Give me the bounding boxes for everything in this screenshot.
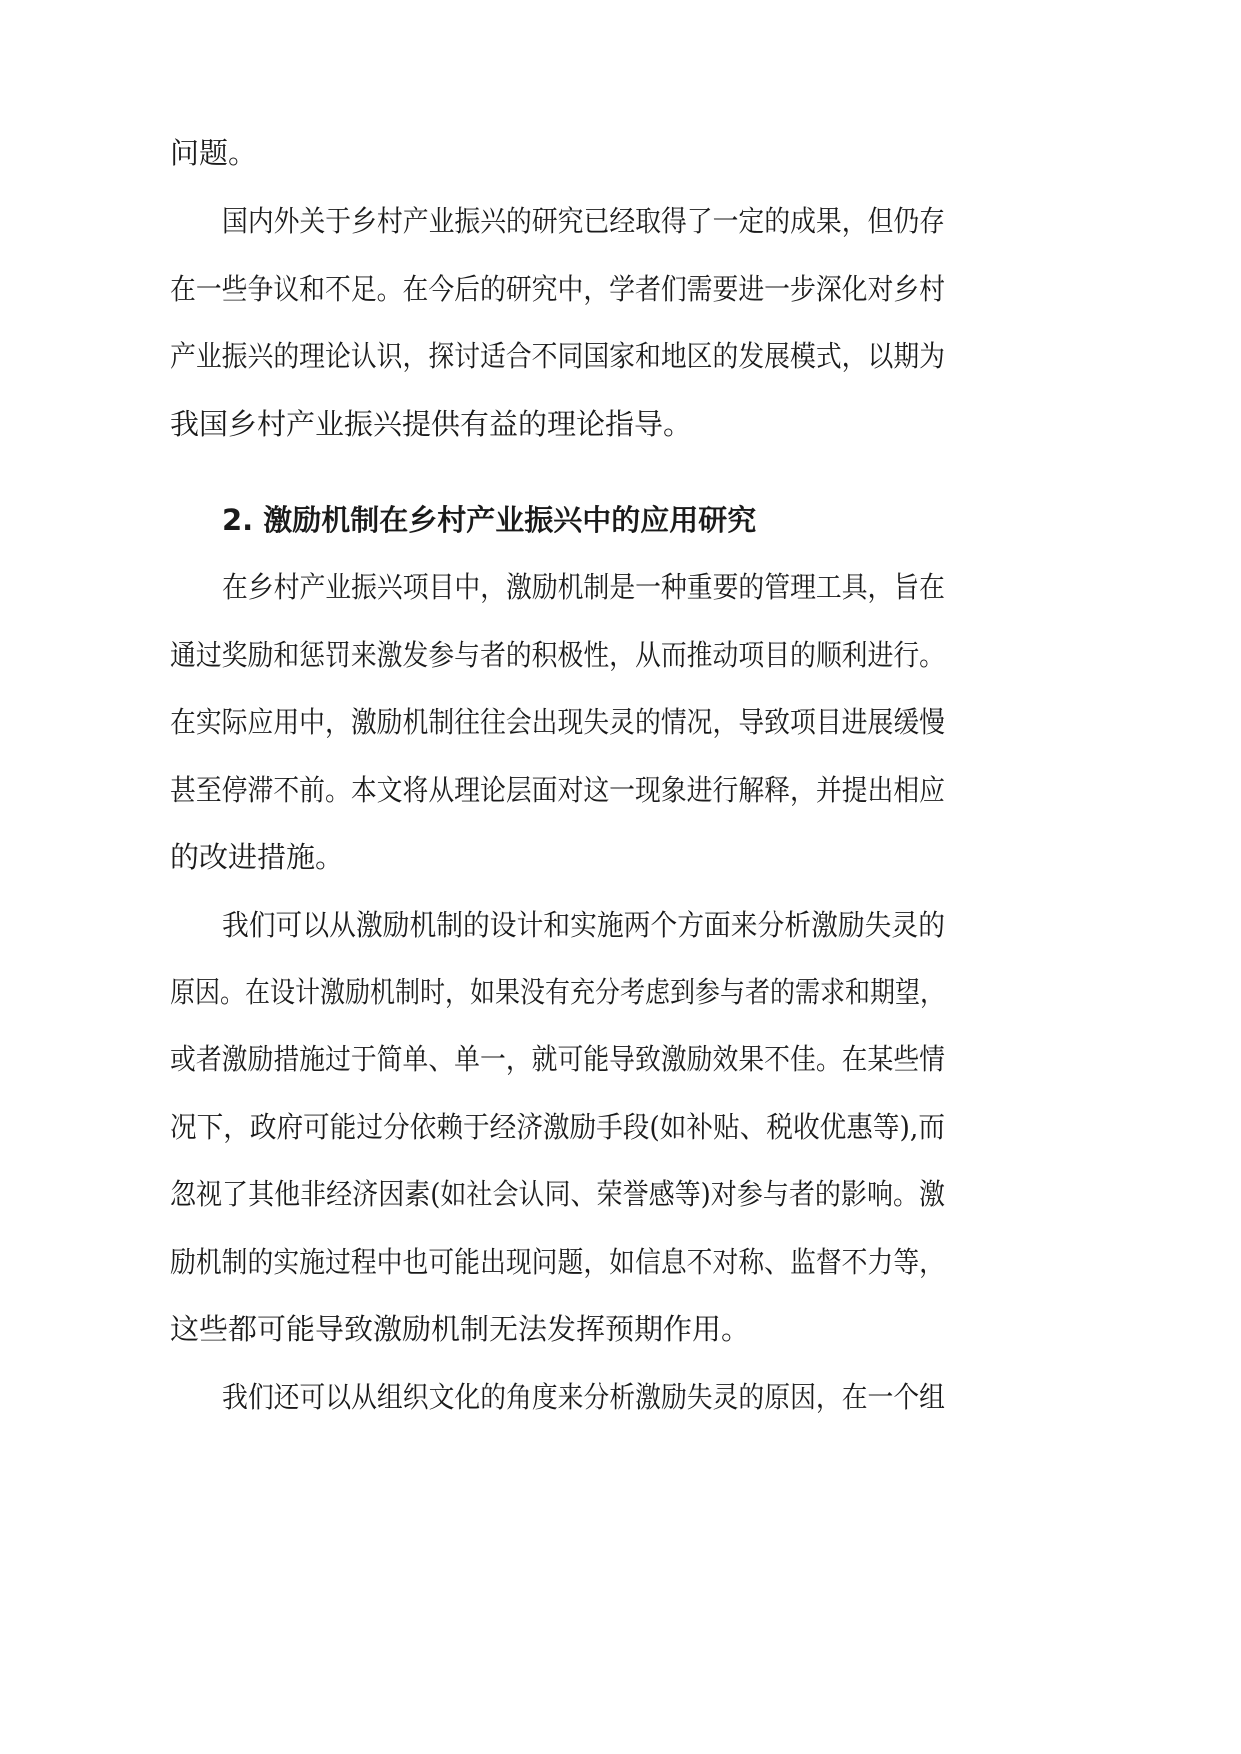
- text-line: [0, 1299, 1241, 1359]
- text-line: [0, 123, 1241, 183]
- line-text: 问题。: [170, 136, 258, 170]
- line-text: 我们还可以从组织文化的角度来分析激励失灵的原因，在一个组: [222, 1380, 946, 1414]
- text-line: [0, 1029, 1241, 1089]
- text-line: [0, 1232, 1241, 1292]
- line-text: 况下，政府可能过分依赖于经济激励手段(如补贴、税收优惠等),而: [170, 1110, 946, 1144]
- line-text: 原因。在设计激励机制时，如果没有充分考虑到参与者的需求和期望，: [170, 975, 946, 1009]
- section-heading: [0, 490, 1241, 550]
- line-text: 在一些争议和不足。在今后的研究中，学者们需要进一步深化对乡村: [170, 272, 946, 306]
- text-line: [0, 895, 1241, 955]
- text-line: [0, 259, 1241, 319]
- text-line: [0, 191, 1241, 251]
- line-text: 或者激励措施过于简单、单一，就可能导致激励效果不佳。在某些情: [170, 1042, 946, 1076]
- line-text: 在乡村产业振兴项目中，激励机制是一种重要的管理工具，旨在: [222, 570, 946, 604]
- line-text: 通过奖励和惩罚来激发参与者的积极性，从而推动项目的顺利进行。: [170, 638, 946, 672]
- line-text: 我国乡村产业振兴提供有益的理论指导。: [170, 407, 693, 441]
- text-line: [0, 326, 1241, 386]
- line-text: 忽视了其他非经济因素(如社会认同、荣誉感等)对参与者的影响。激: [170, 1177, 946, 1211]
- heading-text: 2. 激励机制在乡村产业振兴中的应用研究: [222, 503, 757, 537]
- line-text: 我们可以从激励机制的设计和实施两个方面来分析激励失灵的: [222, 908, 946, 942]
- line-text: 甚至停滞不前。本文将从理论层面对这一现象进行解释，并提出相应: [170, 773, 946, 807]
- line-text: 的改进措施。: [170, 840, 345, 874]
- text-line: [0, 760, 1241, 820]
- text-line: [0, 625, 1241, 685]
- text-line: [0, 1097, 1241, 1157]
- text-line: [0, 394, 1241, 454]
- text-line: [0, 692, 1241, 752]
- text-line: [0, 557, 1241, 617]
- line-text: 产业振兴的理论认识，探讨适合不同国家和地区的发展模式，以期为: [170, 339, 946, 373]
- text-line: [0, 962, 1241, 1022]
- line-text: 这些都可能导致激励机制无法发挥预期作用。: [170, 1312, 751, 1346]
- text-line: [0, 1164, 1241, 1224]
- line-text: 励机制的实施过程中也可能出现问题，如信息不对称、监督不力等，: [170, 1245, 946, 1279]
- line-text: 在实际应用中，激励机制往往会出现失灵的情况，导致项目进展缓慢: [170, 705, 946, 739]
- text-line: [0, 1367, 1241, 1427]
- text-line: [0, 827, 1241, 887]
- line-text: 国内外关于乡村产业振兴的研究已经取得了一定的成果，但仍存: [222, 204, 946, 238]
